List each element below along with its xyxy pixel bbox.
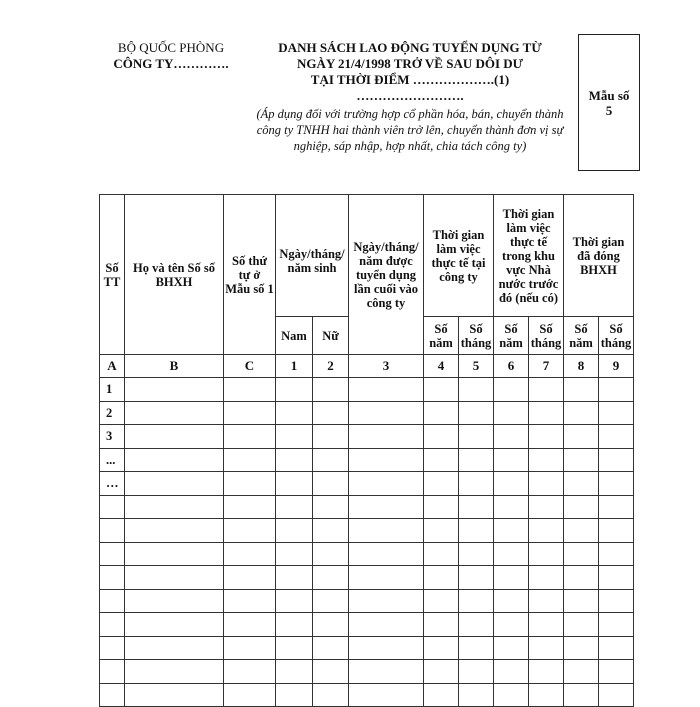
table-cell[interactable]	[459, 613, 494, 637]
table-cell[interactable]	[564, 472, 599, 496]
table-cell[interactable]	[276, 495, 313, 519]
table-row	[100, 683, 634, 707]
table-cell[interactable]	[125, 425, 224, 449]
code-cell: C	[224, 355, 276, 378]
table-cell[interactable]	[313, 378, 349, 402]
code-cell: 5	[459, 355, 494, 378]
row-number-cell[interactable]: 1	[100, 378, 125, 402]
table-cell[interactable]	[224, 425, 276, 449]
table-cell[interactable]	[529, 589, 564, 613]
table-cell[interactable]	[424, 660, 459, 684]
table-cell[interactable]	[424, 613, 459, 637]
table-cell[interactable]	[224, 566, 276, 590]
table-cell[interactable]	[125, 613, 224, 637]
code-cell: B	[125, 355, 224, 378]
header-stt: Số TT	[100, 195, 125, 355]
code-cell: 6	[494, 355, 529, 378]
table-cell[interactable]	[424, 636, 459, 660]
table-cell[interactable]	[529, 566, 564, 590]
table-cell[interactable]	[529, 448, 564, 472]
row-number-cell[interactable]	[100, 613, 125, 637]
table-cell[interactable]	[276, 448, 313, 472]
table-cell[interactable]	[313, 613, 349, 637]
code-cell: 1	[276, 355, 313, 378]
table-row	[100, 401, 634, 425]
table-row	[100, 636, 634, 660]
table-cell[interactable]	[599, 472, 634, 496]
table-cell[interactable]	[459, 660, 494, 684]
table-cell[interactable]	[349, 589, 424, 613]
table-cell[interactable]	[276, 401, 313, 425]
header-months-bhxh: Số tháng	[599, 317, 634, 355]
table-cell[interactable]	[224, 495, 276, 519]
table-row	[100, 542, 634, 566]
table-cell[interactable]	[313, 636, 349, 660]
table-cell[interactable]	[459, 519, 494, 543]
table-cell[interactable]	[459, 636, 494, 660]
table-cell[interactable]	[349, 683, 424, 707]
table-cell[interactable]	[494, 566, 529, 590]
header-bhxh: Thời gian đã đóng BHXH	[564, 195, 634, 317]
row-number-cell[interactable]	[100, 660, 125, 684]
table-cell[interactable]	[424, 495, 459, 519]
table-row	[100, 448, 634, 472]
code-cell: 3	[349, 355, 424, 378]
header-name: Họ và tên Số số BHXH	[125, 195, 224, 355]
table-cell[interactable]	[125, 378, 224, 402]
table-cell[interactable]	[564, 636, 599, 660]
table-cell[interactable]	[224, 683, 276, 707]
form-number-label: Mẫu số	[588, 87, 630, 103]
table-cell[interactable]	[224, 401, 276, 425]
header-female: Nữ	[313, 317, 349, 355]
row-number-cell[interactable]	[100, 589, 125, 613]
row-number-cell[interactable]: 3	[100, 425, 125, 449]
table-cell[interactable]	[529, 613, 564, 637]
header-years-state: Số năm	[494, 317, 529, 355]
row-number-cell[interactable]	[100, 495, 125, 519]
table-cell[interactable]	[564, 660, 599, 684]
table-cell[interactable]	[224, 542, 276, 566]
row-number-cell[interactable]	[100, 542, 125, 566]
table-cell[interactable]	[459, 425, 494, 449]
table-cell[interactable]	[224, 589, 276, 613]
table-cell[interactable]	[599, 378, 634, 402]
header-dob: Ngày/tháng/ năm sinh	[276, 195, 349, 317]
table-cell[interactable]	[564, 495, 599, 519]
table-cell[interactable]	[224, 660, 276, 684]
row-number-cell[interactable]: 2	[100, 401, 125, 425]
table-cell[interactable]	[529, 660, 564, 684]
table-cell[interactable]	[459, 378, 494, 402]
table-row	[100, 589, 634, 613]
table-cell[interactable]	[494, 542, 529, 566]
table-cell[interactable]	[564, 401, 599, 425]
code-cell: 8	[564, 355, 599, 378]
table-cell[interactable]	[564, 425, 599, 449]
table-cell[interactable]	[529, 495, 564, 519]
table-cell[interactable]	[424, 542, 459, 566]
row-number-cell[interactable]: …	[100, 472, 125, 496]
table-cell[interactable]	[313, 519, 349, 543]
header-hire-date: Ngày/tháng/ năm được tuyển dụng lần cuối vào công ty	[349, 195, 424, 355]
table-cell[interactable]	[125, 448, 224, 472]
table-cell[interactable]	[599, 613, 634, 637]
table-cell[interactable]	[349, 566, 424, 590]
table-cell[interactable]	[313, 401, 349, 425]
table-row	[100, 425, 634, 449]
table-cell[interactable]	[494, 495, 529, 519]
table-cell[interactable]	[349, 448, 424, 472]
header-years-bhxh: Số năm	[564, 317, 599, 355]
table-cell[interactable]	[313, 495, 349, 519]
table-cell[interactable]	[529, 401, 564, 425]
table-cell[interactable]	[599, 448, 634, 472]
table-cell[interactable]	[224, 472, 276, 496]
organization-header	[100, 40, 242, 72]
table-cell[interactable]	[125, 542, 224, 566]
table-cell[interactable]	[424, 401, 459, 425]
form-number-value: 5	[605, 102, 613, 118]
table-cell[interactable]	[459, 683, 494, 707]
table-cell[interactable]	[599, 566, 634, 590]
table-cell[interactable]	[349, 378, 424, 402]
table-cell[interactable]	[125, 401, 224, 425]
table-cell[interactable]	[313, 566, 349, 590]
employee-table	[99, 194, 634, 707]
table-row	[100, 378, 634, 402]
table-cell[interactable]	[125, 683, 224, 707]
table-cell[interactable]	[564, 448, 599, 472]
row-number-cell[interactable]: ...	[100, 448, 125, 472]
header-work-company: Thời gian làm việc thực tế tại công ty	[424, 195, 494, 317]
table-cell[interactable]	[313, 472, 349, 496]
table-cell[interactable]	[494, 660, 529, 684]
table-cell[interactable]	[424, 472, 459, 496]
table-cell[interactable]	[313, 589, 349, 613]
table-cell[interactable]	[349, 401, 424, 425]
table-cell[interactable]	[349, 519, 424, 543]
table-cell[interactable]	[276, 472, 313, 496]
table-cell[interactable]	[459, 472, 494, 496]
table-cell[interactable]	[494, 425, 529, 449]
header-years-company: Số năm	[424, 317, 459, 355]
table-cell[interactable]	[424, 519, 459, 543]
row-number-cell[interactable]	[100, 683, 125, 707]
table-cell[interactable]	[424, 378, 459, 402]
row-number-cell[interactable]	[100, 566, 125, 590]
table-cell[interactable]	[276, 519, 313, 543]
table-cell[interactable]	[494, 472, 529, 496]
table-cell[interactable]	[125, 566, 224, 590]
table-cell[interactable]	[349, 425, 424, 449]
document-title	[255, 40, 565, 154]
company-name: CÔNG TY………….	[113, 56, 229, 71]
table-cell[interactable]	[599, 636, 634, 660]
table-cell[interactable]	[529, 683, 564, 707]
table-row	[100, 566, 634, 590]
table-row	[100, 613, 634, 637]
table-cell[interactable]	[459, 495, 494, 519]
table-cell[interactable]	[349, 660, 424, 684]
table-cell[interactable]	[599, 401, 634, 425]
table-cell[interactable]	[564, 378, 599, 402]
table-cell[interactable]	[459, 448, 494, 472]
table-cell[interactable]	[459, 589, 494, 613]
table-cell[interactable]	[564, 542, 599, 566]
title-line-2: NGÀY 21/4/1998 TRỞ VỀ SAU DÔI DƯ	[296, 56, 524, 71]
table-cell[interactable]	[125, 589, 224, 613]
table-cell[interactable]	[494, 519, 529, 543]
table-body	[100, 378, 634, 707]
table-cell[interactable]	[224, 448, 276, 472]
table-cell[interactable]	[494, 636, 529, 660]
form-number-box	[578, 34, 640, 171]
table-cell[interactable]	[125, 636, 224, 660]
table-cell[interactable]	[599, 660, 634, 684]
table-cell[interactable]	[599, 589, 634, 613]
table-cell[interactable]	[313, 660, 349, 684]
title-line-3: TẠI THỜI ĐIỂM ……………….(1)	[310, 72, 510, 87]
ministry-name: BỘ QUỐC PHÒNG	[117, 40, 225, 55]
table-cell[interactable]	[125, 519, 224, 543]
row-number-cell[interactable]	[100, 519, 125, 543]
table-cell[interactable]	[564, 589, 599, 613]
table-cell[interactable]	[276, 660, 313, 684]
table-cell[interactable]	[276, 425, 313, 449]
table-cell[interactable]	[494, 683, 529, 707]
code-cell: 7	[529, 355, 564, 378]
table-cell[interactable]	[529, 519, 564, 543]
table-row	[100, 660, 634, 684]
table-cell[interactable]	[529, 636, 564, 660]
table-cell[interactable]	[494, 401, 529, 425]
code-cell: 4	[424, 355, 459, 378]
table-cell[interactable]	[494, 613, 529, 637]
table-cell[interactable]	[276, 542, 313, 566]
table-cell[interactable]	[349, 495, 424, 519]
table-cell[interactable]	[494, 448, 529, 472]
code-cell: A	[100, 355, 125, 378]
table-cell[interactable]	[313, 683, 349, 707]
table-cell[interactable]	[276, 378, 313, 402]
table-cell[interactable]	[459, 566, 494, 590]
table-cell[interactable]	[529, 472, 564, 496]
table-cell[interactable]	[529, 425, 564, 449]
table-cell[interactable]	[424, 425, 459, 449]
table-cell[interactable]	[564, 613, 599, 637]
table-cell[interactable]	[564, 566, 599, 590]
table-cell[interactable]	[224, 378, 276, 402]
table-cell[interactable]	[313, 542, 349, 566]
table-cell[interactable]	[459, 401, 494, 425]
table-cell[interactable]	[125, 495, 224, 519]
table-cell[interactable]	[494, 589, 529, 613]
code-cell: 2	[313, 355, 349, 378]
table-cell[interactable]	[276, 566, 313, 590]
applicability-note: (Áp dụng đối với trường hợp cổ phần hóa, bán, chuyển thành công ty TNHH hai thành viên trở lên, chuyển thành đơn vị sự nghiệp, sáp nhập, hợp nhất, chia tách công ty)	[256, 107, 564, 153]
table-cell[interactable]	[224, 613, 276, 637]
table-cell[interactable]	[224, 519, 276, 543]
table-cell[interactable]	[599, 425, 634, 449]
header-order: Số thứ tự ở Mẫu số 1	[224, 195, 276, 355]
table-cell[interactable]	[349, 542, 424, 566]
title-line-1: DANH SÁCH LAO ĐỘNG TUYỂN DỤNG TỪ	[278, 40, 542, 55]
table-cell[interactable]	[276, 589, 313, 613]
title-line-4: …………………….	[356, 88, 464, 103]
code-cell: 9	[599, 355, 634, 378]
table-cell[interactable]	[529, 378, 564, 402]
table-row	[100, 495, 634, 519]
table-cell[interactable]	[276, 613, 313, 637]
table-cell[interactable]	[564, 519, 599, 543]
table-cell[interactable]	[424, 566, 459, 590]
table-cell[interactable]	[313, 448, 349, 472]
table-row	[100, 519, 634, 543]
table-cell[interactable]	[599, 519, 634, 543]
header-male: Nam	[276, 317, 313, 355]
header-months-company: Số tháng	[459, 317, 494, 355]
table-cell[interactable]	[564, 683, 599, 707]
table-cell[interactable]	[276, 683, 313, 707]
table-cell[interactable]	[599, 683, 634, 707]
table-cell[interactable]	[494, 378, 529, 402]
table-cell[interactable]	[599, 495, 634, 519]
table-cell[interactable]	[599, 542, 634, 566]
table-cell[interactable]	[125, 660, 224, 684]
table-cell[interactable]	[529, 542, 564, 566]
table-cell[interactable]	[276, 636, 313, 660]
table-cell[interactable]	[424, 589, 459, 613]
table-cell[interactable]	[313, 425, 349, 449]
table-cell[interactable]	[349, 613, 424, 637]
row-number-cell[interactable]	[100, 636, 125, 660]
table-cell[interactable]	[459, 542, 494, 566]
header-months-state: Số tháng	[529, 317, 564, 355]
header-work-state: Thời gian làm việc thực tế trong khu vực Nhà nước trước đó (nếu có)	[494, 195, 564, 317]
table-cell[interactable]	[224, 636, 276, 660]
table-cell[interactable]	[424, 448, 459, 472]
table-cell[interactable]	[424, 683, 459, 707]
table-cell[interactable]	[349, 472, 424, 496]
table-row	[100, 472, 634, 496]
table-cell[interactable]	[349, 636, 424, 660]
table-cell[interactable]	[125, 472, 224, 496]
